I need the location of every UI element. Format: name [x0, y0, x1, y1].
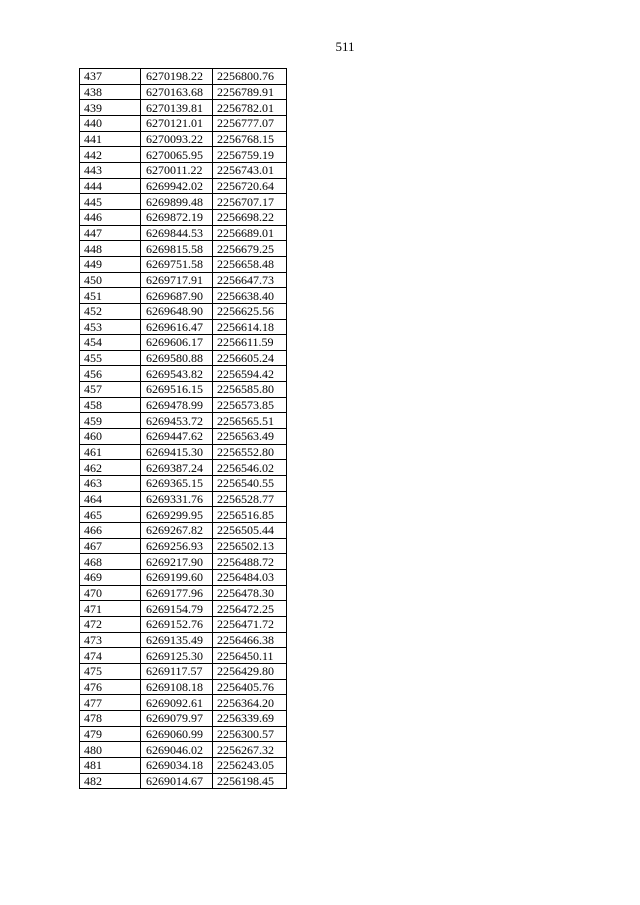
table-row — [80, 350, 287, 366]
x-coordinate-cell: 6269717.91 — [141, 272, 213, 288]
y-coordinate-cell: 2256594.42 — [213, 366, 287, 382]
x-coordinate-cell: 6269453.72 — [141, 413, 213, 429]
table-row — [80, 335, 287, 351]
x-coordinate-cell: 6269415.30 — [141, 444, 213, 460]
table-row — [80, 256, 287, 272]
x-coordinate-cell: 6269815.58 — [141, 241, 213, 257]
y-coordinate-cell: 2256743.01 — [213, 162, 287, 178]
x-coordinate-cell: 6269687.90 — [141, 288, 213, 304]
table-row — [80, 209, 287, 225]
point-number-cell: 465 — [80, 507, 141, 523]
point-number-cell: 468 — [80, 554, 141, 570]
y-coordinate-cell: 2256605.24 — [213, 350, 287, 366]
x-coordinate-cell: 6269079.97 — [141, 710, 213, 726]
y-coordinate-cell: 2256563.49 — [213, 429, 287, 445]
table-row — [80, 241, 287, 257]
x-coordinate-cell: 6269046.02 — [141, 742, 213, 758]
x-coordinate-cell: 6269256.93 — [141, 538, 213, 554]
point-number-cell: 460 — [80, 429, 141, 445]
x-coordinate-cell: 6270139.81 — [141, 100, 213, 116]
point-number-cell: 439 — [80, 100, 141, 116]
point-number-cell: 451 — [80, 288, 141, 304]
table-row — [80, 272, 287, 288]
point-number-cell: 446 — [80, 209, 141, 225]
coordinates-table — [79, 68, 287, 789]
point-number-cell: 463 — [80, 476, 141, 492]
x-coordinate-cell: 6269872.19 — [141, 209, 213, 225]
y-coordinate-cell: 2256552.80 — [213, 444, 287, 460]
table-row — [80, 710, 287, 726]
table-row — [80, 757, 287, 773]
point-number-cell: 449 — [80, 256, 141, 272]
x-coordinate-cell: 6269125.30 — [141, 648, 213, 664]
x-coordinate-cell: 6270198.22 — [141, 69, 213, 85]
point-number-cell: 456 — [80, 366, 141, 382]
y-coordinate-cell: 2256429.80 — [213, 663, 287, 679]
x-coordinate-cell: 6269616.47 — [141, 319, 213, 335]
y-coordinate-cell: 2256546.02 — [213, 460, 287, 476]
coordinates-table-body — [80, 69, 287, 789]
x-coordinate-cell: 6269154.79 — [141, 601, 213, 617]
point-number-cell: 481 — [80, 757, 141, 773]
x-coordinate-cell: 6269899.48 — [141, 194, 213, 210]
table-row — [80, 288, 287, 304]
x-coordinate-cell: 6269942.02 — [141, 178, 213, 194]
table-row — [80, 601, 287, 617]
table-row — [80, 319, 287, 335]
table-row — [80, 538, 287, 554]
table-row — [80, 131, 287, 147]
table-row — [80, 742, 287, 758]
point-number-cell: 470 — [80, 585, 141, 601]
y-coordinate-cell: 2256198.45 — [213, 773, 287, 789]
x-coordinate-cell: 6269117.57 — [141, 663, 213, 679]
table-row — [80, 491, 287, 507]
y-coordinate-cell: 2256689.01 — [213, 225, 287, 241]
point-number-cell: 441 — [80, 131, 141, 147]
table-row — [80, 663, 287, 679]
table-row — [80, 147, 287, 163]
y-coordinate-cell: 2256364.20 — [213, 695, 287, 711]
y-coordinate-cell: 2256789.91 — [213, 84, 287, 100]
table-row — [80, 100, 287, 116]
y-coordinate-cell: 2256679.25 — [213, 241, 287, 257]
y-coordinate-cell: 2256267.32 — [213, 742, 287, 758]
x-coordinate-cell: 6269108.18 — [141, 679, 213, 695]
x-coordinate-cell: 6269034.18 — [141, 757, 213, 773]
table-row — [80, 523, 287, 539]
y-coordinate-cell: 2256472.25 — [213, 601, 287, 617]
x-coordinate-cell: 6269516.15 — [141, 382, 213, 398]
y-coordinate-cell: 2256505.44 — [213, 523, 287, 539]
x-coordinate-cell: 6269478.99 — [141, 397, 213, 413]
y-coordinate-cell: 2256777.07 — [213, 115, 287, 131]
y-coordinate-cell: 2256759.19 — [213, 147, 287, 163]
y-coordinate-cell: 2256800.76 — [213, 69, 287, 85]
x-coordinate-cell: 6269447.62 — [141, 429, 213, 445]
y-coordinate-cell: 2256484.03 — [213, 570, 287, 586]
table-row — [80, 84, 287, 100]
table-row — [80, 397, 287, 413]
point-number-cell: 461 — [80, 444, 141, 460]
y-coordinate-cell: 2256768.15 — [213, 131, 287, 147]
table-row — [80, 632, 287, 648]
table-row — [80, 194, 287, 210]
x-coordinate-cell: 6270093.22 — [141, 131, 213, 147]
x-coordinate-cell: 6269152.76 — [141, 616, 213, 632]
point-number-cell: 448 — [80, 241, 141, 257]
y-coordinate-cell: 2256339.69 — [213, 710, 287, 726]
y-coordinate-cell: 2256478.30 — [213, 585, 287, 601]
point-number-cell: 477 — [80, 695, 141, 711]
x-coordinate-cell: 6269751.58 — [141, 256, 213, 272]
x-coordinate-cell: 6269177.96 — [141, 585, 213, 601]
x-coordinate-cell: 6269135.49 — [141, 632, 213, 648]
table-row — [80, 429, 287, 445]
y-coordinate-cell: 2256565.51 — [213, 413, 287, 429]
y-coordinate-cell: 2256471.72 — [213, 616, 287, 632]
table-row — [80, 366, 287, 382]
x-coordinate-cell: 6269580.88 — [141, 350, 213, 366]
y-coordinate-cell: 2256585.80 — [213, 382, 287, 398]
x-coordinate-cell: 6270011.22 — [141, 162, 213, 178]
point-number-cell: 447 — [80, 225, 141, 241]
point-number-cell: 440 — [80, 115, 141, 131]
y-coordinate-cell: 2256614.18 — [213, 319, 287, 335]
table-row — [80, 570, 287, 586]
y-coordinate-cell: 2256466.38 — [213, 632, 287, 648]
point-number-cell: 444 — [80, 178, 141, 194]
point-number-cell: 464 — [80, 491, 141, 507]
point-number-cell: 476 — [80, 679, 141, 695]
table-row — [80, 695, 287, 711]
y-coordinate-cell: 2256405.76 — [213, 679, 287, 695]
y-coordinate-cell: 2256300.57 — [213, 726, 287, 742]
table-row — [80, 115, 287, 131]
y-coordinate-cell: 2256450.11 — [213, 648, 287, 664]
point-number-cell: 445 — [80, 194, 141, 210]
page-number: 511 — [335, 39, 355, 54]
point-number-cell: 473 — [80, 632, 141, 648]
point-number-cell: 471 — [80, 601, 141, 617]
point-number-cell: 467 — [80, 538, 141, 554]
point-number-cell: 442 — [80, 147, 141, 163]
table-row — [80, 69, 287, 85]
table-row — [80, 554, 287, 570]
x-coordinate-cell: 6269199.60 — [141, 570, 213, 586]
y-coordinate-cell: 2256540.55 — [213, 476, 287, 492]
x-coordinate-cell: 6269844.53 — [141, 225, 213, 241]
table-row — [80, 507, 287, 523]
point-number-cell: 482 — [80, 773, 141, 789]
x-coordinate-cell: 6269267.82 — [141, 523, 213, 539]
x-coordinate-cell: 6269092.61 — [141, 695, 213, 711]
y-coordinate-cell: 2256528.77 — [213, 491, 287, 507]
x-coordinate-cell: 6269543.82 — [141, 366, 213, 382]
point-number-cell: 466 — [80, 523, 141, 539]
y-coordinate-cell: 2256658.48 — [213, 256, 287, 272]
x-coordinate-cell: 6269014.67 — [141, 773, 213, 789]
x-coordinate-cell: 6269648.90 — [141, 303, 213, 319]
y-coordinate-cell: 2256638.40 — [213, 288, 287, 304]
point-number-cell: 480 — [80, 742, 141, 758]
table-row — [80, 460, 287, 476]
point-number-cell: 472 — [80, 616, 141, 632]
y-coordinate-cell: 2256647.73 — [213, 272, 287, 288]
point-number-cell: 455 — [80, 350, 141, 366]
y-coordinate-cell: 2256243.05 — [213, 757, 287, 773]
y-coordinate-cell: 2256707.17 — [213, 194, 287, 210]
x-coordinate-cell: 6269365.15 — [141, 476, 213, 492]
table-row — [80, 585, 287, 601]
table-row — [80, 679, 287, 695]
x-coordinate-cell: 6270065.95 — [141, 147, 213, 163]
y-coordinate-cell: 2256488.72 — [213, 554, 287, 570]
point-number-cell: 454 — [80, 335, 141, 351]
x-coordinate-cell: 6269299.95 — [141, 507, 213, 523]
point-number-cell: 474 — [80, 648, 141, 664]
table-row — [80, 303, 287, 319]
x-coordinate-cell: 6270121.01 — [141, 115, 213, 131]
table-row — [80, 382, 287, 398]
y-coordinate-cell: 2256611.59 — [213, 335, 287, 351]
y-coordinate-cell: 2256698.22 — [213, 209, 287, 225]
table-row — [80, 773, 287, 789]
point-number-cell: 443 — [80, 162, 141, 178]
y-coordinate-cell: 2256573.85 — [213, 397, 287, 413]
y-coordinate-cell: 2256625.56 — [213, 303, 287, 319]
point-number-cell: 453 — [80, 319, 141, 335]
table-row — [80, 162, 287, 178]
point-number-cell: 452 — [80, 303, 141, 319]
x-coordinate-cell: 6270163.68 — [141, 84, 213, 100]
point-number-cell: 437 — [80, 69, 141, 85]
x-coordinate-cell: 6269606.17 — [141, 335, 213, 351]
point-number-cell: 469 — [80, 570, 141, 586]
table-row — [80, 178, 287, 194]
table-row — [80, 413, 287, 429]
x-coordinate-cell: 6269331.76 — [141, 491, 213, 507]
y-coordinate-cell: 2256720.64 — [213, 178, 287, 194]
table-row — [80, 225, 287, 241]
point-number-cell: 462 — [80, 460, 141, 476]
point-number-cell: 479 — [80, 726, 141, 742]
table-row — [80, 476, 287, 492]
table-row — [80, 616, 287, 632]
y-coordinate-cell: 2256516.85 — [213, 507, 287, 523]
x-coordinate-cell: 6269060.99 — [141, 726, 213, 742]
x-coordinate-cell: 6269217.90 — [141, 554, 213, 570]
point-number-cell: 438 — [80, 84, 141, 100]
point-number-cell: 459 — [80, 413, 141, 429]
point-number-cell: 458 — [80, 397, 141, 413]
point-number-cell: 450 — [80, 272, 141, 288]
y-coordinate-cell: 2256502.13 — [213, 538, 287, 554]
point-number-cell: 475 — [80, 663, 141, 679]
table-row — [80, 444, 287, 460]
x-coordinate-cell: 6269387.24 — [141, 460, 213, 476]
y-coordinate-cell: 2256782.01 — [213, 100, 287, 116]
table-row — [80, 726, 287, 742]
point-number-cell: 457 — [80, 382, 141, 398]
table-row — [80, 648, 287, 664]
point-number-cell: 478 — [80, 710, 141, 726]
